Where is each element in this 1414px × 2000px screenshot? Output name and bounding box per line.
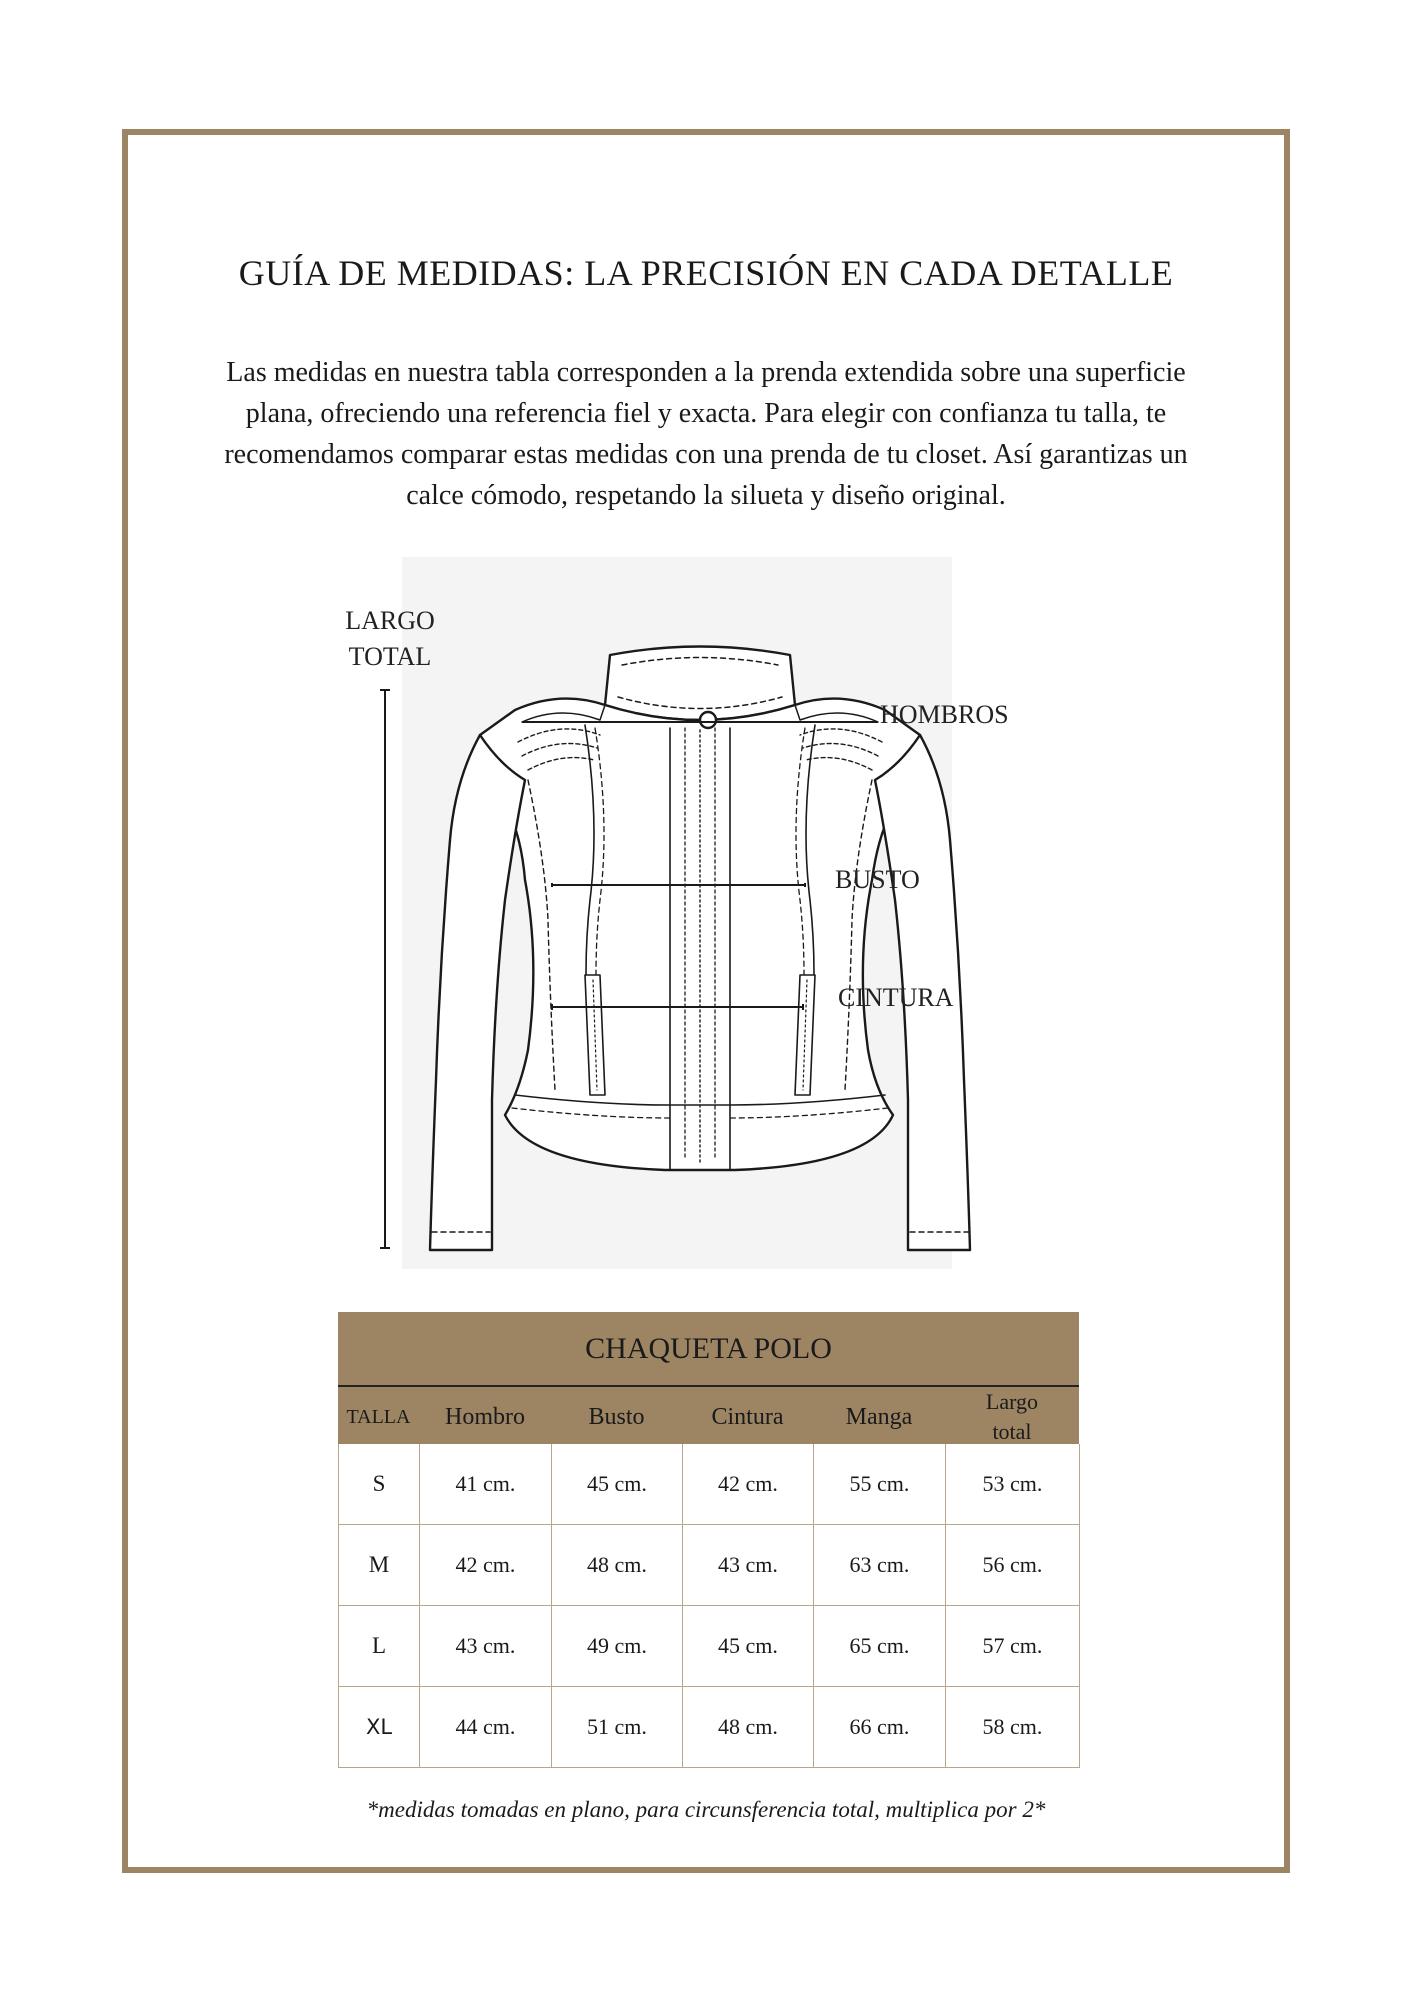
- label-cintura: CINTURA: [838, 983, 954, 1012]
- size-table: [338, 1312, 1079, 1768]
- table-row: [339, 1525, 1079, 1606]
- hombro-cell: 42 cm.: [420, 1525, 552, 1606]
- header-manga: Manga: [845, 1404, 913, 1430]
- hombro-cell: 44 cm.: [420, 1687, 552, 1768]
- manga-cell: 66 cm.: [814, 1687, 946, 1768]
- header-hombro: Hombro: [445, 1404, 525, 1430]
- label-hombros: HOMBROS: [880, 700, 1009, 729]
- table-row: [339, 1444, 1079, 1525]
- busto-cell: 51 cm.: [552, 1687, 683, 1768]
- cintura-cell: 48 cm.: [683, 1687, 814, 1768]
- label-largo-total: [345, 603, 435, 675]
- manga-cell: 55 cm.: [814, 1444, 946, 1525]
- size-cell: M: [339, 1525, 420, 1606]
- label-largo-line1: LARGO: [345, 606, 435, 635]
- header-largo-line2: total: [992, 1419, 1032, 1444]
- footnote: *medidas tomadas en plano, para circunsferencia total, multiplica por 2*: [366, 1797, 1046, 1822]
- table-body: [338, 1444, 1079, 1768]
- cintura-cell: 42 cm.: [683, 1444, 814, 1525]
- label-largo-line2: TOTAL: [348, 642, 432, 671]
- busto-cell: 45 cm.: [552, 1444, 683, 1525]
- size-cell: L: [339, 1606, 420, 1687]
- header-cintura: Cintura: [711, 1404, 784, 1430]
- header-largo-line1: Largo: [985, 1389, 1039, 1414]
- header-busto: Busto: [588, 1404, 645, 1430]
- header-largo-total: [945, 1387, 1079, 1447]
- label-busto: BUSTO: [835, 865, 920, 894]
- largo-cell: 57 cm.: [946, 1606, 1080, 1687]
- busto-cell: 49 cm.: [552, 1606, 683, 1687]
- busto-cell: 48 cm.: [552, 1525, 683, 1606]
- largo-cell: 56 cm.: [946, 1525, 1080, 1606]
- hombro-cell: 41 cm.: [420, 1444, 552, 1525]
- manga-cell: 65 cm.: [814, 1606, 946, 1687]
- largo-cell: 58 cm.: [946, 1687, 1080, 1768]
- size-cell: XL: [339, 1687, 420, 1768]
- largo-cell: 53 cm.: [946, 1444, 1080, 1525]
- table-row: [339, 1606, 1079, 1687]
- page-title: GUÍA DE MEDIDAS: LA PRECISIÓN EN CADA DETALLE: [238, 253, 1174, 293]
- table-header-row: [338, 1387, 1079, 1444]
- manga-cell: 63 cm.: [814, 1525, 946, 1606]
- cintura-cell: 45 cm.: [683, 1606, 814, 1687]
- intro-paragraph: Las medidas en nuestra tabla corresponden a la prenda extendida sobre una superficie plana, ofreciendo una referencia fiel y exacta. Para elegir con confianza tu talla, te recomendamos comparar estas medidas con una prenda de tu closet. Así garantizas un calce cómodo, respetando la silueta y diseño original.: [224, 357, 1188, 511]
- table-title: CHAQUETA POLO: [338, 1312, 1079, 1387]
- hombro-cell: 43 cm.: [420, 1606, 552, 1687]
- header-talla: TALLA: [346, 1406, 411, 1428]
- table-row: [339, 1687, 1079, 1768]
- cintura-cell: 43 cm.: [683, 1525, 814, 1606]
- size-cell: S: [339, 1444, 420, 1525]
